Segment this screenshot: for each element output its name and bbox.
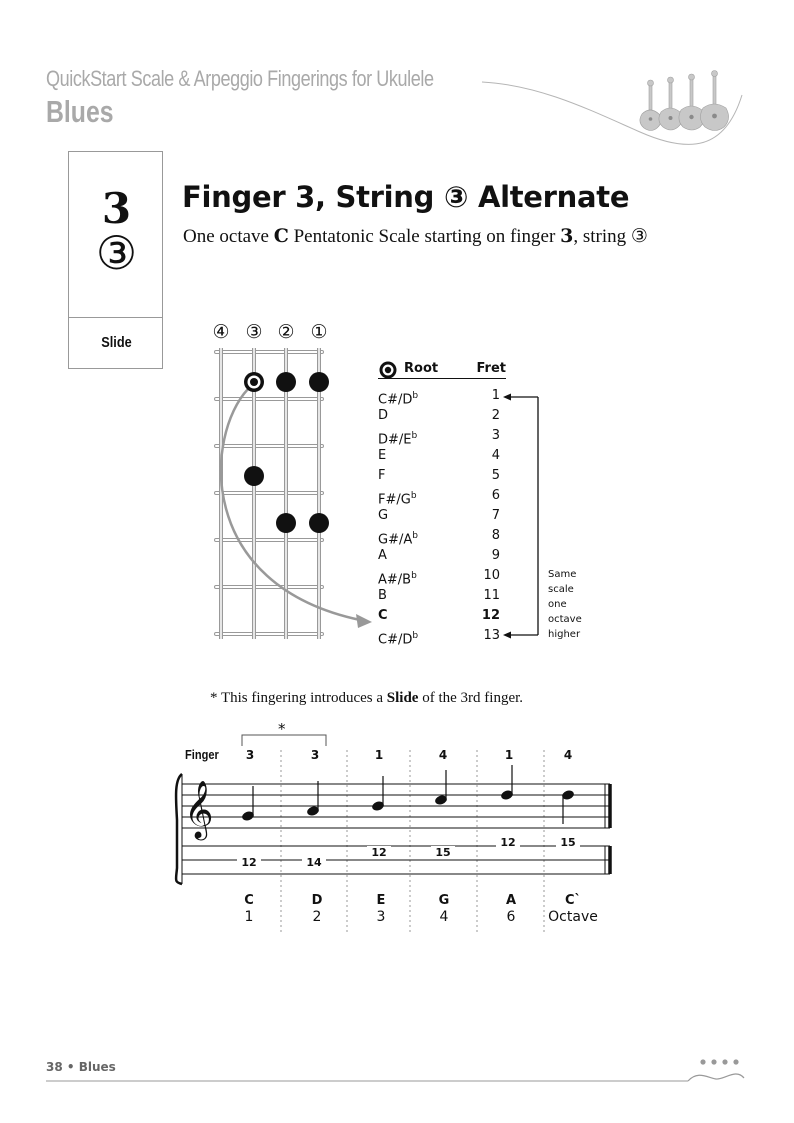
root-label: Root — [404, 361, 439, 376]
section-title: Blues — [46, 94, 114, 129]
fret-note-name: F — [378, 468, 386, 483]
tab-number-4: 15 — [431, 846, 455, 859]
fret-note-name: $D\#/E^b$ — [378, 431, 418, 448]
tab-number-1: 12 — [237, 856, 261, 869]
fret-table-row — [378, 386, 508, 406]
finger-number-5: 1 — [504, 748, 514, 762]
finger-dot — [276, 513, 296, 533]
fingering-index-box — [68, 151, 163, 369]
fret-table-row — [378, 566, 508, 586]
fret-note-name: $G\#/A^b$ — [378, 531, 418, 548]
octave-bracket — [500, 390, 550, 642]
fret-table-row — [378, 506, 508, 526]
finger-number-4: 4 — [438, 748, 448, 762]
series-title: QuickStart Scale & Arpeggio Fingerings for Ukulele — [46, 66, 434, 91]
fret-table-row — [378, 626, 508, 646]
fret-number: 4 — [491, 448, 500, 463]
finger-dot — [244, 466, 264, 486]
fret-number: 9 — [491, 548, 500, 563]
fret-number: 5 — [491, 468, 500, 483]
slide-arrowhead — [356, 614, 372, 628]
string-1-label: ① — [310, 321, 328, 343]
finger-dot — [309, 513, 329, 533]
fret-note-name: G — [378, 508, 389, 523]
fret-table-header — [378, 360, 508, 380]
page-footer: 38 • Blues — [46, 1060, 116, 1074]
page-subtitle: One octave C Pentatonic Scale starting on finger 3, string ③ — [183, 225, 648, 247]
fret-note-name: $A\#/B^b$ — [378, 571, 417, 588]
footnote: * This fingering introduces a Slide of the 3rd finger. — [210, 690, 524, 706]
fret-note-name: B — [378, 588, 387, 603]
string-3-label: ③ — [245, 321, 263, 343]
fret-label: Fret — [476, 361, 506, 376]
fret-table-row — [378, 486, 508, 506]
fret-table-row — [378, 586, 508, 606]
ukulele-family-icon — [638, 70, 733, 136]
fret-note-name: $C\#/D^b$ — [378, 631, 419, 648]
fret-number: 2 — [491, 408, 500, 423]
degree-6: Octave — [548, 909, 598, 925]
note-name-6: C` — [564, 893, 582, 908]
tab-number-5: 12 — [496, 836, 520, 849]
finger-number-2: 3 — [310, 748, 320, 762]
technique-label: Slide — [101, 334, 132, 351]
treble-clef-icon: 𝄞 — [184, 780, 214, 838]
finger-number-1: 3 — [245, 748, 255, 762]
finger-number: 3 — [101, 184, 132, 233]
footer-rule — [46, 1056, 751, 1092]
fret-note-name: $F\#/G^b$ — [378, 491, 417, 508]
fret-number: 10 — [483, 568, 500, 583]
slide-marker: * — [278, 720, 286, 738]
fret-table-row — [378, 406, 508, 426]
degree-4: 4 — [439, 909, 449, 925]
finger-dot — [309, 372, 329, 392]
tab-number-2: 14 — [302, 856, 326, 869]
fret-number: 7 — [491, 508, 500, 523]
degree-3: 3 — [376, 909, 386, 925]
string-number: ③ — [95, 226, 138, 280]
fret-number: 8 — [491, 528, 500, 543]
tab-number-3: 12 — [367, 846, 391, 859]
degree-5: 6 — [506, 909, 516, 925]
finger-number-3: 1 — [374, 748, 384, 762]
finger-number-6: 4 — [563, 748, 573, 762]
tab-number-6: 15 — [556, 836, 580, 849]
fret-table-row — [378, 446, 508, 466]
fret-table — [378, 360, 508, 646]
note-name-3: E — [376, 893, 386, 908]
page-title: Finger 3, String ③ Alternate — [182, 180, 630, 214]
note-name-5: A — [505, 893, 517, 908]
fretboard-diagram — [200, 315, 380, 650]
fret-note-name: $C\#/D^b$ — [378, 391, 419, 408]
fret-note-name: E — [378, 448, 387, 463]
fret-number: 13 — [483, 628, 500, 643]
fret-table-row — [378, 546, 508, 566]
degree-2: 2 — [312, 909, 322, 925]
fret-number: 6 — [491, 488, 500, 503]
string-4-label: ④ — [212, 321, 230, 343]
fret-note-name: A — [378, 548, 387, 563]
fret-number: 1 — [491, 388, 500, 403]
string-2-label: ② — [277, 321, 295, 343]
fret-table-row — [378, 466, 508, 486]
note-name-2: D — [311, 893, 323, 908]
fret-note-name: C — [378, 608, 388, 623]
fret-number: 3 — [491, 428, 500, 443]
note-name-4: G — [438, 893, 450, 908]
fret-table-row — [378, 606, 508, 626]
degree-1: 1 — [244, 909, 254, 925]
fret-note-name: D — [378, 408, 389, 423]
fret-number: 12 — [481, 608, 500, 623]
octave-note: Same scale one octave higher — [548, 569, 582, 640]
fret-table-row — [378, 526, 508, 546]
finger-label: Finger — [185, 747, 219, 762]
fret-number: 11 — [483, 588, 500, 603]
finger-dot — [276, 372, 296, 392]
fret-table-row — [378, 426, 508, 446]
note-name-1: C — [244, 893, 254, 908]
box-divider — [69, 317, 162, 318]
